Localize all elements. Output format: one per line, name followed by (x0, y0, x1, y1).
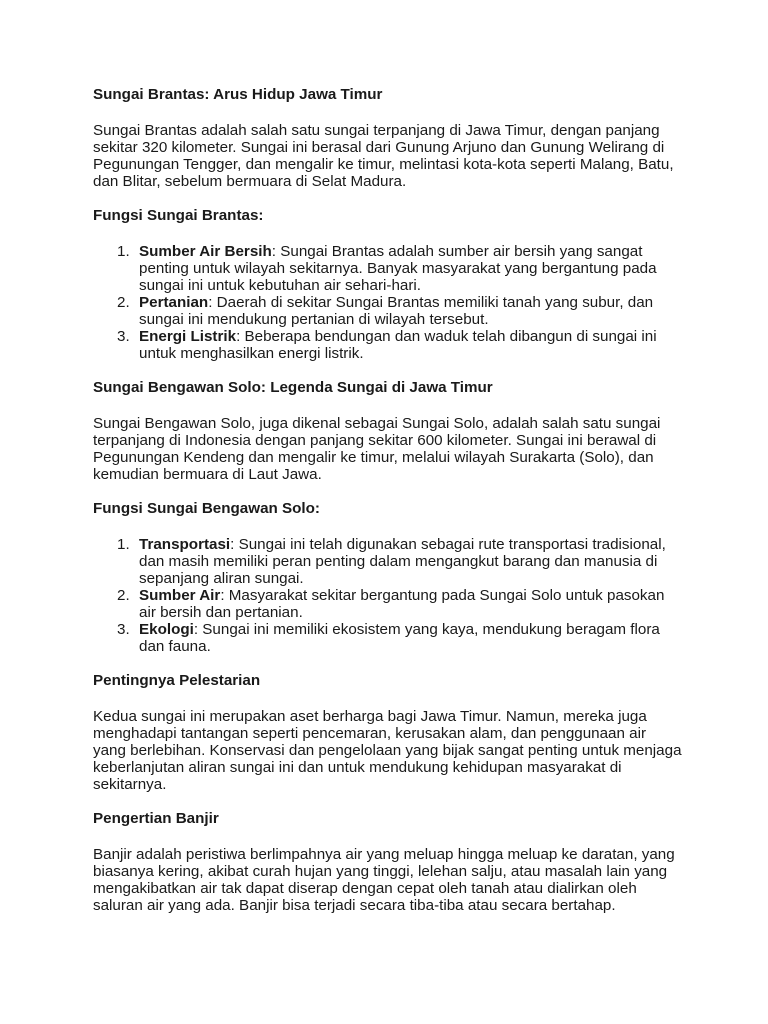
section-title-brantas-functions: Fungsi Sungai Brantas: (93, 207, 264, 224)
section-title-solo-functions: Fungsi Sungai Bengawan Solo: (93, 500, 320, 517)
paragraph-conservation: Kedua sungai ini merupakan aset berharga bagi Jawa Timur. Namun, mereka juga menghadapi tantangan seperti pencemaran, kerusakan alam, dan penggunaan air yang berlebihan. Konservasi dan pengelolaan yang bijak sangat penting untuk menjaga keberlanjutan aliran sungai ini dan untuk mendukung kehidupan masyarakat di sekitarnya. (93, 708, 682, 793)
list-item-number: 3. (117, 328, 130, 345)
list-brantas-functions (93, 243, 683, 362)
list-item-text: : Sungai ini telah digunakan sebagai rute transportasi tradisional, dan masih memiliki peran penting dalam mengangkut barang dan manusia di sepanjang aliran sungai. (139, 536, 666, 587)
list-item (93, 587, 683, 621)
list-item (93, 294, 683, 328)
section-title-brantas: Sungai Brantas: Arus Hidup Jawa Timur (93, 86, 383, 103)
list-item-number: 3. (117, 621, 130, 638)
paragraph-solo: Sungai Bengawan Solo, juga dikenal sebagai Sungai Solo, adalah salah satu sungai terpanjang di Indonesia dengan panjang sekitar 600 kilometer. Sungai ini berawal di Pegunungan Kendeng dan mengalir ke timur, melalui wilayah Surakarta (Solo), dan kemudian bermuara di Laut Jawa. (93, 415, 661, 483)
list-item-text: : Sungai Brantas adalah sumber air bersih yang sangat penting untuk wilayah sekitarnya. Banyak masyarakat yang bergantung pada sungai ini untuk kebutuhan air sehari-hari. (139, 243, 657, 294)
list-item-number: 2. (117, 294, 130, 311)
list-item (93, 243, 683, 294)
list-solo-functions (93, 536, 683, 655)
list-item-text: : Masyarakat sekitar bergantung pada Sungai Solo untuk pasokan air bersih dan pertanian. (139, 587, 665, 621)
section-title-solo: Sungai Bengawan Solo: Legenda Sungai di Jawa Timur (93, 379, 493, 396)
list-item-term: Sumber Air Bersih (139, 243, 272, 260)
paragraph-brantas: Sungai Brantas adalah salah satu sungai terpanjang di Jawa Timur, dengan panjang sekitar 320 kilometer. Sungai ini berasal dari Gunung Arjuno dan Gunung Welirang di Pegunungan Tengger, dan mengalir ke timur, melintasi kota-kota seperti Malang, Batu, dan Blitar, sebelum bermuara di Selat Madura. (93, 122, 674, 190)
section-title-flood: Pengertian Banjir (93, 810, 219, 827)
list-item-term: Ekologi (139, 621, 194, 638)
list-item-term: Sumber Air (139, 587, 221, 604)
list-item-term: Energi Listrik (139, 328, 237, 345)
list-item (93, 536, 683, 587)
list-item-term: Transportasi (139, 536, 231, 553)
list-item-text: : Sungai ini memiliki ekosistem yang kaya, mendukung beragam flora dan fauna. (139, 621, 660, 655)
list-item-text: : Daerah di sekitar Sungai Brantas memiliki tanah yang subur, dan sungai ini mendukung pertanian di wilayah tersebut. (139, 294, 654, 328)
list-item-number: 1. (117, 536, 130, 553)
list-item (93, 328, 683, 362)
list-item-number: 2. (117, 587, 130, 604)
section-title-conservation: Pentingnya Pelestarian (93, 672, 261, 689)
list-item (93, 621, 683, 655)
list-item-term: Pertanian (139, 294, 209, 311)
paragraph-flood: Banjir adalah peristiwa berlimpahnya air yang meluap hingga meluap ke daratan, yang biasanya kering, akibat curah hujan yang tinggi, lelehan salju, atau masalah lain yang mengakibatkan air tak dapat diserap dengan cepat oleh tanah atau dialirkan oleh saluran air yang ada. Banjir bisa terjadi secara tiba-tiba atau secara bertahap. (93, 846, 675, 914)
list-item-number: 1. (117, 243, 130, 260)
document-page (93, 86, 683, 914)
list-item-text: : Beberapa bendungan dan waduk telah dibangun di sungai ini untuk menghasilkan energi listrik. (139, 328, 657, 362)
